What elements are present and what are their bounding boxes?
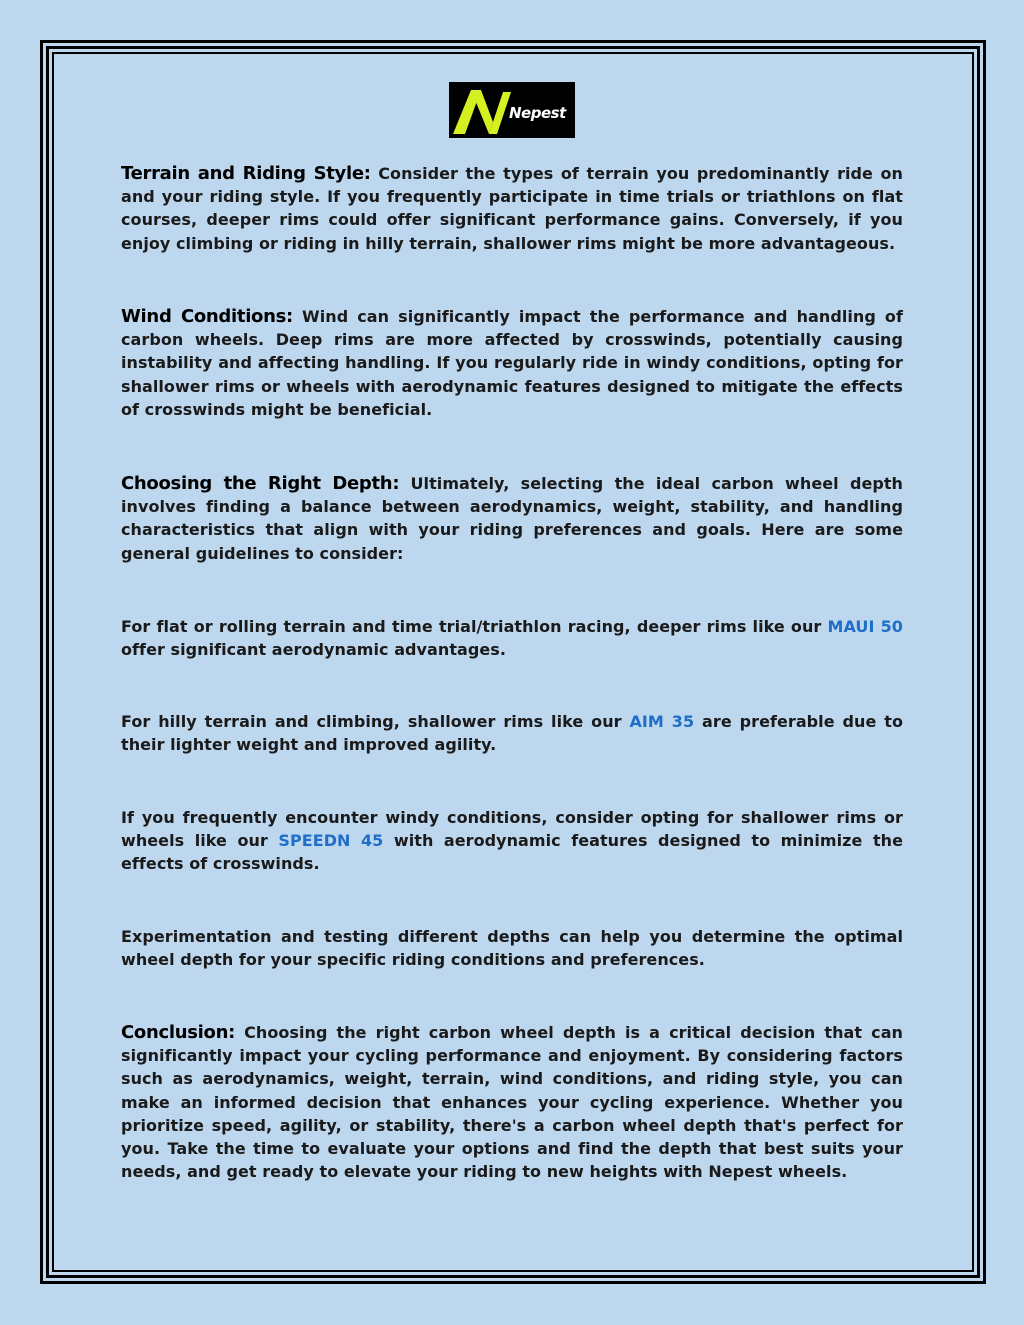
aim-35-link[interactable]: AIM 35 <box>629 712 695 731</box>
nepest-logo <box>449 82 575 138</box>
guideline-text: If you frequently encounter windy conditions, consider opting for shallower rims or wheels like our <box>121 808 903 851</box>
conclusion-text: Choosing the right carbon wheel depth is a critical decision that can significantly impact your cycling performance and enjoyment. By considering factors such as aerodynamics, weight, terrain, wind conditions, and riding style, you can make an informed decision that enhances your cycling experience. Whether you prioritize speed, agility, or stability, there's a carbon wheel depth that's perfect for you. Take the time to evaluate your options and find the depth that best suits your needs, and get ready to elevate your riding to new heights with Nepest wheels. <box>121 1023 903 1182</box>
guideline-flat <box>121 615 903 661</box>
section-wind <box>121 305 903 421</box>
speedn-45-link[interactable]: SPEEDN 45 <box>278 831 384 851</box>
experimentation-paragraph <box>121 925 903 971</box>
section-text: Consider the types of terrain you predominantly ride on and your riding style. If you frequently participate in time trials or triathlons on flat courses, deeper rims could offer significant performance gains. Conversely, if you enjoy climbing or riding in hilly terrain, shallower rims might be more advantageous. <box>121 164 903 253</box>
section-heading: Choosing the Right Depth: <box>121 473 400 494</box>
guideline-text: are preferable due to their lighter weight and improved agility. <box>121 712 903 755</box>
section-depth <box>121 472 903 565</box>
section-conclusion <box>121 1021 903 1183</box>
guideline-text: with aerodynamic features designed to minimize the effects of crosswinds. <box>121 831 903 874</box>
conclusion-heading: Conclusion: <box>121 1022 236 1043</box>
guideline-text: For flat or rolling terrain and time trial/triathlon racing, deeper rims like our <box>121 617 828 636</box>
section-text: Ultimately, selecting the ideal carbon wheel depth involves finding a balance between aerodynamics, weight, stability, and handling characteristics that align with your riding preferences and goals. Here are some general guidelines to consider: <box>121 474 903 563</box>
section-text: Wind can significantly impact the performance and handling of carbon wheels. Deep rims are more affected by crosswinds, potentially causing instability and affecting handling. If you regularly ride in windy conditions, opting for shallower rims or wheels with aerodynamic features designed to mitigate the effects of crosswinds might be beneficial. <box>121 307 903 419</box>
guideline-text: offer significant aerodynamic advantages. <box>121 640 506 660</box>
section-terrain <box>121 162 903 255</box>
experimentation-text: Experimentation and testing different depths can help you determine the optimal wheel depth for your specific riding conditions and preferences. <box>121 927 903 970</box>
section-heading: Terrain and Riding Style: <box>121 163 371 184</box>
guideline-text: For hilly terrain and climbing, shallower rims like our <box>121 712 630 731</box>
logo-brand-text: Nepest <box>509 104 566 122</box>
section-heading: Wind Conditions: <box>121 306 293 327</box>
guideline-hilly <box>121 710 903 756</box>
maui-50-link[interactable]: MAUI 50 <box>827 617 903 636</box>
guideline-windy <box>121 806 903 876</box>
